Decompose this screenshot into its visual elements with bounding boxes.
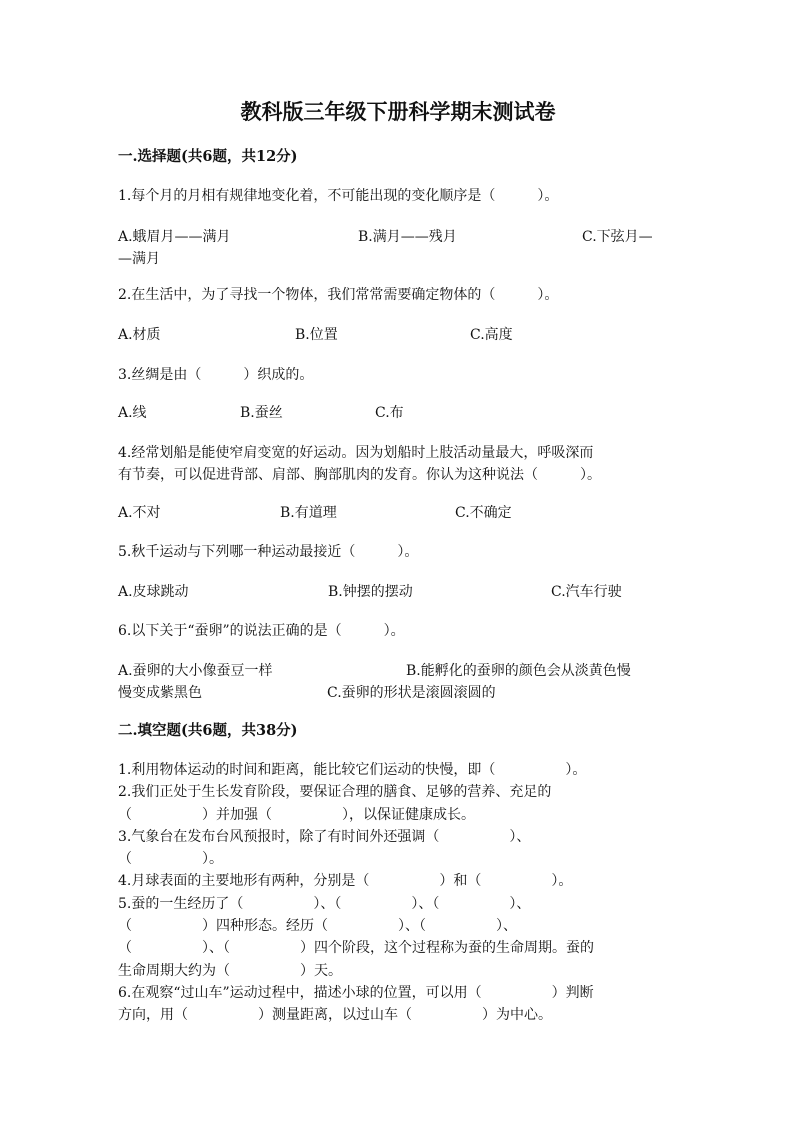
question-4-stem-line-2: 有节奏，可以促进背部、肩部、胸部肌肉的发育。你认为这种说法（ ）。 bbox=[118, 467, 601, 483]
question-2-option-c[interactable]: C.高度 bbox=[470, 327, 513, 343]
question-5-option-c[interactable]: C.汽车行驶 bbox=[551, 584, 622, 600]
question-2-options bbox=[118, 324, 674, 346]
fill-in-questions bbox=[118, 759, 674, 1027]
fill-in-line-1: 1.利用物体运动的时间和距离，能比较它们运动的快慢，即（ ）。 bbox=[118, 762, 587, 778]
question-1-options bbox=[118, 226, 674, 270]
question-3-option-c[interactable]: C.布 bbox=[375, 405, 404, 421]
question-2-option-b[interactable]: B.位置 bbox=[295, 327, 338, 343]
fill-in-line-4: 3.气象台在发布台风预报时，除了有时间外还强调（ ）、 bbox=[118, 828, 531, 845]
fill-in-line-8: （ ）四种形态。经历（ ）、（ ）、 bbox=[118, 918, 517, 935]
fill-in-line-10: 生命周期大约为（ ）天。 bbox=[118, 962, 342, 979]
question-3-option-a[interactable]: A.线 bbox=[118, 405, 147, 421]
question-4-options bbox=[118, 502, 674, 524]
question-1-stem: 1.每个月的月相有规律地变化着，不可能出现的变化顺序是（ ）。 bbox=[118, 188, 559, 204]
question-4-option-c[interactable]: C.不确定 bbox=[455, 505, 512, 521]
question-5-stem: 5.秋千运动与下列哪一种运动最接近（ ）。 bbox=[118, 544, 419, 560]
fill-in-line-6: 4.月球表面的主要地形有两种，分别是（ ）和（ ）。 bbox=[118, 873, 573, 890]
question-6-option-b[interactable]: B.能孵化的蚕卵的颜色会从淡黄色慢 bbox=[406, 663, 631, 679]
question-4-option-a[interactable]: A.不对 bbox=[118, 505, 161, 521]
question-6-option-b-cont: 慢变成紫黑色 bbox=[118, 685, 202, 701]
question-4-stem-line-1: 4.经常划船是能使窄肩变宽的好运动。因为划船时上肢活动量最大，呼吸深而 bbox=[118, 445, 594, 461]
question-1-option-a[interactable]: A.蛾眉月——满月 bbox=[118, 229, 231, 245]
question-6-options bbox=[118, 660, 674, 704]
section-heading-choice: 一.选择题(共6题，共12分) bbox=[118, 148, 298, 165]
question-5-options bbox=[118, 581, 674, 603]
question-3-option-b[interactable]: B.蚕丝 bbox=[240, 405, 283, 421]
fill-in-line-5: （ ）。 bbox=[118, 851, 223, 868]
fill-in-line-3: （ ）并加强（ ），以保证健康成长。 bbox=[118, 806, 475, 823]
question-5-option-a[interactable]: A.皮球跳动 bbox=[118, 584, 189, 600]
question-6-option-a[interactable]: A.蚕卵的大小像蚕豆一样 bbox=[118, 663, 273, 679]
question-1-option-b[interactable]: B.满月——残月 bbox=[358, 229, 457, 245]
fill-in-line-2: 2.我们正处于生长发育阶段，要保证合理的膳食、足够的营养、充足的 bbox=[118, 784, 552, 801]
fill-in-line-7: 5.蚕的一生经历了（ ）、（ ）、（ ）、 bbox=[118, 895, 531, 912]
question-1-option-c[interactable]: C.下弦月— bbox=[582, 229, 653, 245]
fill-in-line-9: （ ）、（ ）四个阶段，这个过程称为蚕的生命周期。蚕的 bbox=[118, 940, 594, 957]
question-4-stem bbox=[118, 442, 674, 486]
question-1-option-c-cont: —满月 bbox=[118, 251, 160, 267]
question-2-option-a[interactable]: A.材质 bbox=[118, 327, 161, 343]
question-3-options bbox=[118, 402, 674, 424]
fill-in-line-12: 方向，用（ ）测量距离，以过山车（ ）为中心。 bbox=[118, 1007, 552, 1024]
question-4-option-b[interactable]: B.有道理 bbox=[280, 505, 337, 521]
question-6-stem: 6.以下关于“蚕卵”的说法正确的是（ ）。 bbox=[118, 623, 405, 639]
question-3-stem: 3.丝绸是由（ ）织成的。 bbox=[118, 367, 314, 383]
question-6-option-c[interactable]: C.蚕卵的形状是滚圆滚圆的 bbox=[327, 685, 496, 701]
section-heading-fill-in: 二.填空题(共6题，共38分) bbox=[118, 722, 298, 739]
question-5-option-b[interactable]: B.钟摆的摆动 bbox=[328, 584, 413, 600]
fill-in-line-11: 6.在观察“过山车”运动过程中，描述小球的位置，可以用（ ）判断 bbox=[118, 984, 594, 1001]
exam-title: 教科版三年级下册科学期末测试卷 bbox=[240, 99, 556, 124]
question-2-stem: 2.在生活中，为了寻找一个物体，我们常常需要确定物体的（ ）。 bbox=[118, 287, 559, 303]
